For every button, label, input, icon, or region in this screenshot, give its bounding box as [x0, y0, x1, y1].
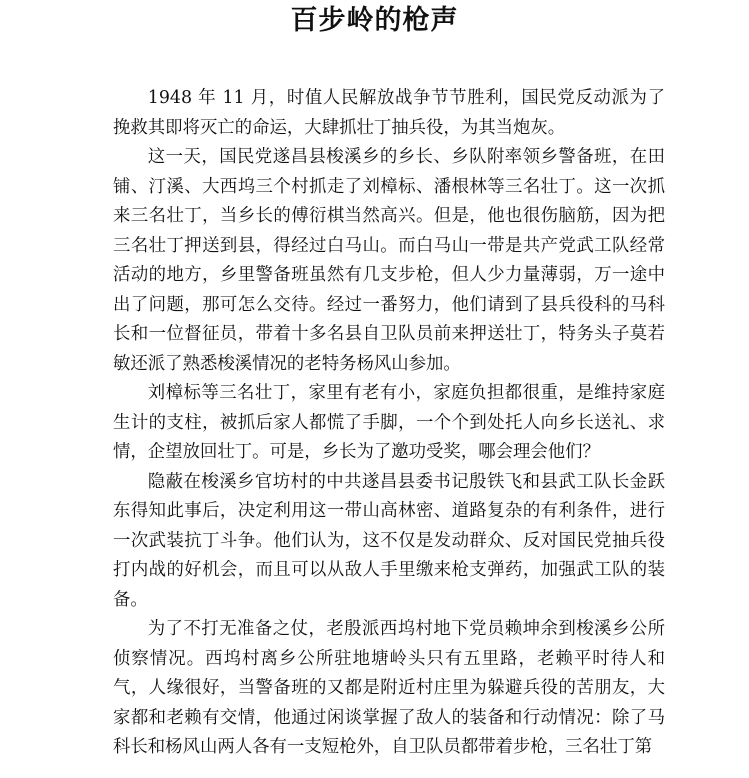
paragraph-2: 这一天，国民党遂昌县梭溪乡的乡长、乡队附率领乡警备班，在田铺、汀溪、大西坞三个村抓走了刘樟标、潘根林等三名壮丁。这一次抓来三名壮丁，当乡长的傅衍棋当然高兴。但是，他也很伤脑筋，因为把三名壮丁押送到县，得经过白马山。而白马山一带是共产党武工队经常活动的地方，乡里警备班虽然有几支步枪，但人少力量薄弱，万一途中出了问题，那可怎么交待。经过一番努力，他们请到了县兵役科的马科长和一位督征员，带着十多名县自卫队员前来押送壮丁，特务头子莫若敏还派了熟悉梭溪情况的老特务杨风山参加。: [113, 147, 665, 374]
paragraph-3: 刘樟标等三名壮丁，家里有老有小，家庭负担都很重，是维持家庭生计的支柱，被抓后家人都慌了手脚，一个个到处托人向乡长送礼、求情，企望放回壮丁。可是，乡长为了邀功受奖，哪会理会他们？: [113, 383, 665, 462]
article-title: 百步岭的枪声: [290, 5, 459, 36]
paragraph-5: 为了不打无准备之仗，老殷派西坞村地下党员赖坤余到梭溪乡公所侦察情况。西坞村离乡公所驻地塘岭头只有五里路，老赖平时待人和气，人缘很好，当警备班的又都是附近村庄里为躲避兵役的苦朋友，大家都和老赖有交情，他通过闲谈掌握了敌人的装备和行动情况：除了马科长和杨风山两人各有一支短枪外，自卫队员都带着步枪，三名壮丁第: [113, 619, 665, 757]
paragraph-1: 1948 年 11 月，时值人民解放战争节节胜利，国民党反动派为了挽救其即将灭亡的命运，大肆抓壮丁抽兵役，为其当炮灰。: [113, 88, 665, 138]
paragraph-4: 隐蔽在梭溪乡官坊村的中共遂昌县委书记殷铁飞和县武工队长金跃东得知此事后，决定利用这一带山高林密、道路复杂的有利条件，进行一次武装抗丁斗争。他们认为，这不仅是发动群众、反对国民党抽兵役打内战的好机会，而且可以从敌人手里缴来枪支弹药，加强武工队的装备。: [113, 471, 665, 610]
article-body: [113, 84, 665, 763]
